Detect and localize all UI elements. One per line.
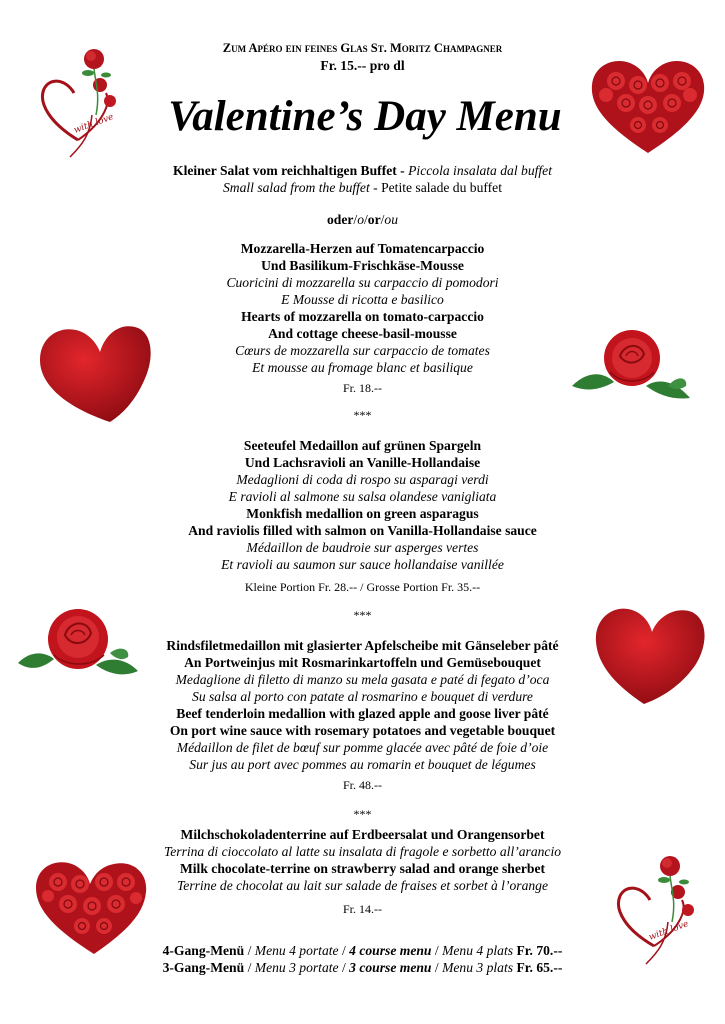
menu-sep: / [431, 960, 443, 975]
course2-it2: E ravioli al salmone su salsa olandese vanigliata [228, 489, 497, 504]
menu4-de: 4-Gang-Menü [162, 943, 245, 958]
salad-de: Kleiner Salat vom reichhaltigen Buffet - [173, 163, 409, 178]
menu-4-line [130, 942, 595, 959]
course1-price: Fr. 18.-- [343, 381, 382, 395]
separator: *** [353, 608, 372, 622]
script-text: with love [72, 112, 116, 136]
menu3-fr: Menu 3 plats [442, 960, 514, 975]
menu-prices [130, 942, 595, 976]
menu4-it: Menu 4 portate [254, 943, 339, 958]
course1-fr1: Cœurs de mozzarella sur carpaccio de tomates [235, 343, 490, 358]
menu3-de: 3-Gang-Menü [162, 960, 245, 975]
course-3 [130, 637, 595, 773]
oder-it: o [357, 212, 364, 227]
menu3-price: Fr. 65.-- [513, 960, 563, 975]
course3-it2: Su salsa al porto con patate al rosmarino e bouquet di verdure [192, 689, 533, 704]
course2-en2: And raviolis filled with salmon on Vanilla-Hollandaise sauce [188, 523, 537, 538]
course3-en2: On port wine sauce with rosemary potatoes and vegetable bouquet [169, 723, 556, 738]
course4-en1: Milk chocolate-terrine on strawberry salad and orange sherbet [179, 861, 546, 876]
header [130, 40, 595, 74]
oder-sep: / [380, 212, 385, 227]
rose-heart-icon [588, 55, 708, 155]
menu-sep: / [338, 943, 350, 958]
aperitif-line: Zum Apéro ein feines Glas St. Moritz Champagner [222, 41, 503, 55]
salad-fr: - Petite salade du buffet [369, 180, 502, 195]
menu4-price: Fr. 70.-- [513, 943, 563, 958]
menu-3-line [130, 959, 595, 976]
course4-it1: Terrina di cioccolato al latte su insalata di fragole e sorbetto all’arancio [163, 844, 562, 859]
course4-price: Fr. 14.-- [343, 902, 382, 916]
oder-sep: / [353, 212, 358, 227]
menu4-fr: Menu 4 plats [442, 943, 514, 958]
course1-it1: Cuoricini di mozzarella su carpaccio di pomodori [226, 275, 499, 290]
course2-price: Kleine Portion Fr. 28.-- / Grosse Portion Fr. 35.-- [244, 580, 481, 594]
script-text: with love [647, 919, 691, 943]
course2-en1: Monkfish medallion on green asparagus [246, 506, 479, 521]
course-2 [130, 437, 595, 573]
oder-fr: ou [384, 212, 398, 227]
rose-heart-outline-icon [606, 852, 704, 970]
salad-en: Small salad from the buffet [222, 180, 370, 195]
course3-de2: An Portweinjus mit Rosmarinkartoffeln und Gemüsebouquet [184, 655, 541, 670]
separator: *** [353, 807, 372, 821]
menu4-en: 4 course menu [349, 943, 432, 958]
page-title: Valentine’s Day Menu [168, 93, 562, 140]
course1-de1: Mozzarella-Herzen auf Tomatencarpaccio [240, 241, 485, 256]
course2-it1: Medaglioni di coda di rospo su asparagi verdi [236, 472, 489, 487]
menu-sep: / [431, 943, 443, 958]
course3-de1: Rindsfiletmedaillon mit glasierter Apfelscheibe mit Gänseleber pâté [166, 638, 559, 653]
course1-en2: And cottage cheese-basil-mousse [268, 326, 457, 341]
course2-fr2: Et ravioli au saumon sur sauce hollandaise vanillée [221, 557, 504, 572]
course2-de2: Und Lachsravioli an Vanille-Hollandaise [244, 455, 481, 470]
separator: *** [353, 408, 372, 422]
course-4 [130, 826, 595, 894]
rose-icon [16, 605, 141, 685]
oder-en: or [367, 212, 381, 227]
menu-sep: / [244, 943, 255, 958]
course3-fr2: Sur jus au port avec pommes au romarin et bouquet de légumes [189, 757, 536, 772]
course1-it2: E Mousse di ricotta e basilico [281, 292, 444, 307]
course-1 [130, 240, 595, 376]
heart-icon [592, 598, 710, 708]
menu-sep: / [244, 960, 255, 975]
salad-it: Piccola insalata dal buffet [408, 163, 552, 178]
course3-fr1: Médaillon de filet de bœuf sur pomme glacée avec pâté de foie d’oie [176, 740, 549, 755]
course2-de1: Seeteufel Medaillon auf grünen Spargeln [243, 438, 482, 453]
rose-icon [570, 328, 692, 403]
course3-en1: Beef tenderloin medallion with glazed apple and goose liver pâté [176, 706, 549, 721]
course2-fr1: Médaillon de baudroie sur asperges vertes [246, 540, 479, 555]
menu3-it: Menu 3 portate [254, 960, 339, 975]
course4-fr1: Terrine de chocolat au lait sur salade de fraises et sorbet à l’orange [176, 878, 549, 893]
menu-sep: / [338, 960, 350, 975]
heart-icon [38, 320, 153, 425]
course1-en1: Hearts of mozzarella on tomato-carpaccio [241, 309, 484, 324]
rose-heart-icon [32, 856, 150, 956]
aperitif-price: Fr. 15.-- pro dl [320, 58, 405, 73]
oder-line [130, 211, 595, 228]
menu3-en: 3 course menu [349, 960, 432, 975]
course3-price: Fr. 48.-- [343, 778, 382, 792]
course1-fr2: Et mousse au fromage blanc et basilique [252, 360, 473, 375]
course3-it1: Medaglione di filetto di manzo su mela gasata e paté di fegato d’oca [175, 672, 550, 687]
course1-de2: Und Basilikum-Frischkäse-Mousse [261, 258, 464, 273]
course4-de1: Milchschokoladenterrine auf Erdbeersalat und Orangensorbet [180, 827, 545, 842]
oder-de: oder [326, 212, 354, 227]
rose-heart-outline-icon [30, 45, 130, 165]
salad-section [130, 162, 595, 196]
oder-sep: / [364, 212, 368, 227]
